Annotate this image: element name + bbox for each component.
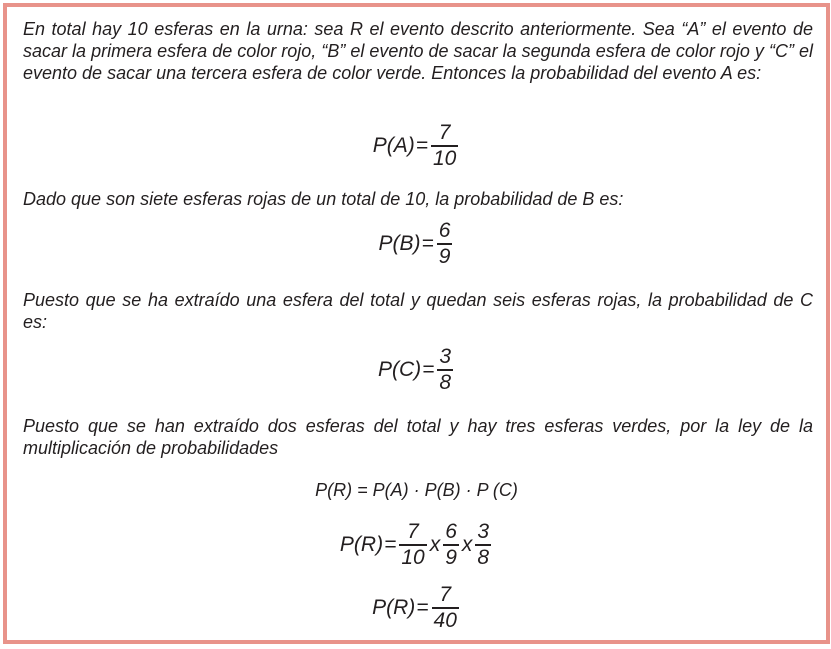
denominator: 10 <box>432 146 457 170</box>
fraction <box>475 520 491 570</box>
equals-sign: = <box>384 532 397 556</box>
c-paragraph: Puesto que se ha extraído una esfera del total y quedan seis esferas rojas, la probabilidad de C es: <box>23 290 813 332</box>
times-sign: x <box>461 532 473 556</box>
fraction <box>443 520 459 570</box>
numerator: 7 <box>438 121 451 144</box>
equation-lhs: P(R) <box>372 595 416 619</box>
fraction <box>437 219 453 269</box>
fraction <box>431 121 458 171</box>
solution-frame <box>3 3 830 644</box>
denominator: 8 <box>439 370 452 394</box>
numerator: 6 <box>438 219 451 242</box>
denominator: 40 <box>433 608 457 632</box>
numerator: 7 <box>407 520 419 543</box>
denominator: 9 <box>438 244 451 268</box>
equation-lhs: P(A) <box>372 133 415 157</box>
fraction <box>432 583 459 633</box>
equation-pc <box>7 345 826 395</box>
equation-product <box>7 480 826 501</box>
b-paragraph: Dado que son siete esferas rojas de un total de 10, la probabilidad de B es: <box>23 189 624 209</box>
numerator: 7 <box>439 583 452 606</box>
fraction <box>399 520 426 570</box>
equals-sign: = <box>416 595 429 619</box>
numerator: 3 <box>477 520 490 543</box>
equation-lhs: P(R) <box>339 532 384 556</box>
product-rule: P(R) = P(A) · P(B) · P (C) <box>315 480 518 500</box>
r-paragraph: Puesto que se han extraído dos esferas del total y hay tres esferas verdes, por la ley de la multiplicación de probabilidades <box>23 416 813 458</box>
equals-sign: = <box>421 231 434 255</box>
equation-lhs: P(B) <box>378 231 421 255</box>
equation-lhs: P(C) <box>377 357 422 381</box>
numerator: 6 <box>445 520 457 543</box>
numerator: 3 <box>439 345 452 368</box>
denominator: 10 <box>401 545 425 569</box>
fraction <box>437 345 453 395</box>
intro-paragraph: En total hay 10 esferas en la urna: sea R el evento descrito anteriormente. Sea “A” el evento de sacar la primera esfera de color rojo, “B” el evento de sacar la segunda esfera de color rojo y “C” el evento de sacar una tercera esfera de color verde. Entonces la probabilidad del evento A es: <box>23 19 813 83</box>
denominator: 9 <box>445 545 457 569</box>
times-sign: x <box>429 532 441 556</box>
equation-pr-product <box>7 520 826 570</box>
equation-pa <box>7 121 826 171</box>
equals-sign: = <box>415 133 428 157</box>
equals-sign: = <box>422 357 435 381</box>
equation-pr-result <box>7 583 826 633</box>
equation-pb <box>7 219 826 269</box>
denominator: 8 <box>477 545 490 569</box>
